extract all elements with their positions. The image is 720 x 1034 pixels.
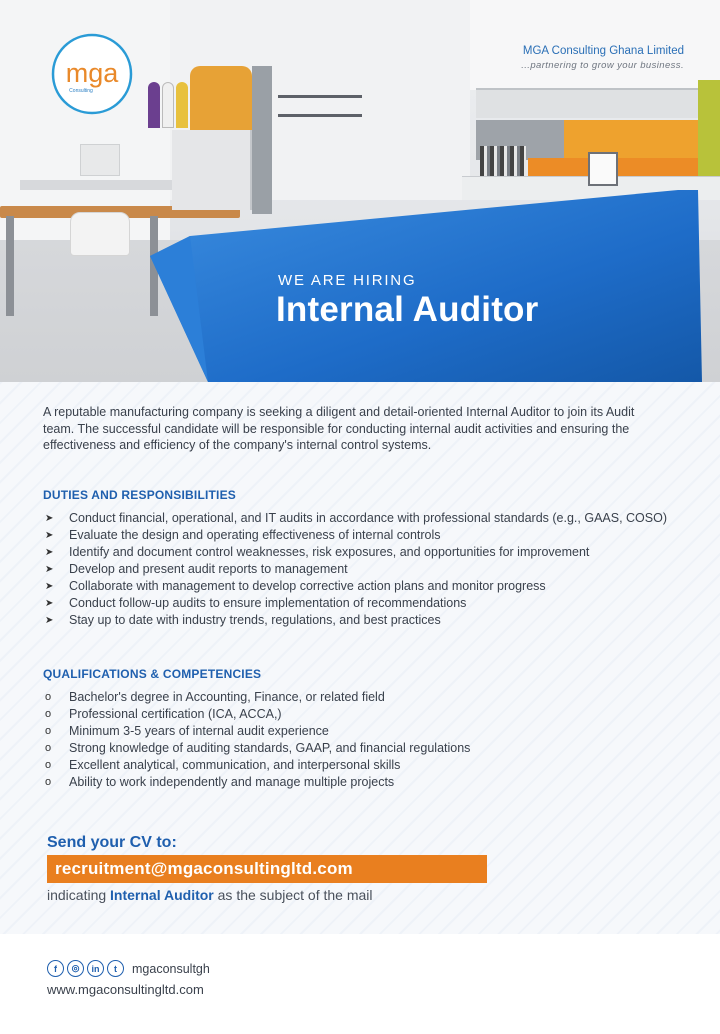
list-item: [43, 510, 683, 527]
list-item: [43, 544, 683, 561]
email-highlight[interactable]: [47, 855, 487, 883]
list-item: [43, 740, 683, 757]
arrow-bullet-icon: ➤: [45, 615, 54, 626]
facebook-icon[interactable]: f: [47, 960, 64, 977]
duties-heading: DUTIES AND RESPONSIBILITIES: [43, 488, 236, 502]
twitter-icon[interactable]: t: [107, 960, 124, 977]
orange-panel: [190, 66, 252, 130]
list-item-text: Identify and document control weaknesses, risk exposures, and opportunities for improvement: [69, 545, 590, 559]
list-item: [43, 527, 683, 544]
footer: [0, 934, 720, 1034]
arrow-bullet-icon: ➤: [45, 530, 54, 541]
duties-list: [43, 510, 683, 629]
company-logo: [50, 32, 134, 116]
list-item: [43, 578, 683, 595]
arrow-bullet-icon: ➤: [45, 581, 54, 592]
arrow-bullet-icon: ➤: [45, 513, 54, 524]
subject-role: Internal Auditor: [110, 887, 214, 903]
list-item-text: Stay up to date with industry trends, regulations, and best practices: [69, 613, 441, 627]
company-tagline: ...partnering to grow your business.: [521, 60, 684, 71]
list-item: [43, 706, 683, 723]
picture-frame: [588, 152, 618, 186]
list-item: [43, 774, 683, 791]
arrow-bullet-icon: ➤: [45, 547, 54, 558]
recruitment-email-link[interactable]: recruitment@mgaconsultingltd.com: [55, 859, 353, 878]
arrow-bullet-icon: ➤: [45, 598, 54, 609]
list-item: [43, 723, 683, 740]
binder: [162, 82, 174, 128]
website-link[interactable]: www.mgaconsultingltd.com: [47, 982, 204, 997]
circle-bullet-icon: o: [45, 708, 52, 720]
list-item-text: Bachelor's degree in Accounting, Finance, or related field: [69, 690, 385, 704]
circle-bullet-icon: o: [45, 776, 52, 788]
list-item-text: Excellent analytical, communication, and interpersonal skills: [69, 758, 401, 772]
blue-banner-shape: [150, 190, 720, 382]
qualifications-list: [43, 689, 683, 791]
list-item: [43, 689, 683, 706]
linkedin-icon[interactable]: in: [87, 960, 104, 977]
books: [480, 146, 526, 176]
list-item-text: Conduct follow-up audits to ensure implementation of recommendations: [69, 596, 467, 610]
social-links: [47, 960, 210, 977]
list-item-text: Professional certification (ICA, ACCA,): [69, 707, 282, 721]
circle-bullet-icon: o: [45, 742, 52, 754]
svg-text:Consulting: Consulting: [69, 88, 93, 94]
list-item-text: Ability to work independently and manage multiple projects: [69, 775, 395, 789]
desk-leg: [6, 216, 14, 316]
hero-banner: [0, 0, 720, 382]
binder: [148, 82, 160, 128]
send-cv-label: Send your CV to:: [47, 834, 177, 851]
office-chair: [70, 212, 130, 256]
arrow-bullet-icon: ➤: [45, 564, 54, 575]
list-item-text: Minimum 3-5 years of internal audit experience: [69, 724, 329, 738]
instagram-icon[interactable]: ◎: [67, 960, 84, 977]
job-title: Internal Auditor: [276, 290, 539, 329]
list-item: [43, 561, 683, 578]
subject-suffix: as the subject of the mail: [213, 887, 373, 903]
qualifications-heading: QUALIFICATIONS & COMPETENCIES: [43, 667, 262, 681]
list-item-text: Evaluate the design and operating effectiveness of internal controls: [69, 528, 441, 542]
list-item: [43, 612, 683, 629]
cabinet-panel-orange: [564, 120, 698, 160]
subject-instruction: [47, 887, 373, 903]
company-name: MGA Consulting Ghana Limited: [522, 45, 684, 57]
list-item-text: Strong knowledge of auditing standards, GAAP, and financial regulations: [69, 741, 471, 755]
svg-text:mga: mga: [65, 58, 119, 88]
circle-bullet-icon: o: [45, 691, 52, 703]
list-item-text: Collaborate with management to develop corrective action plans and monitor progress: [69, 579, 546, 593]
social-handle[interactable]: mgaconsultgh: [132, 961, 210, 976]
wall-shelf: [278, 95, 362, 98]
hiring-label: WE ARE HIRING: [278, 272, 417, 289]
subject-prefix: indicating: [47, 887, 111, 903]
job-description: [0, 382, 720, 934]
storage-cabinet: [476, 88, 720, 118]
office-monitor: [80, 144, 120, 176]
circle-bullet-icon: o: [45, 725, 52, 737]
list-item-text: Conduct financial, operational, and IT audits in accordance with professional standards (e.g., GAAS, COSO): [69, 511, 668, 525]
list-item: [43, 757, 683, 774]
list-item: [43, 595, 683, 612]
wall-shelf: [278, 114, 362, 117]
intro-paragraph: A reputable manufacturing company is seeking a diligent and detail-oriented Internal Auditor to join its Audit team. The successful candidate will be responsible for conducting internal audit activities and ensuring the effectiveness and efficiency of the company's internal control systems.: [43, 405, 635, 452]
circle-bullet-icon: o: [45, 759, 52, 771]
list-item-text: Develop and present audit reports to management: [69, 562, 348, 576]
binder: [176, 82, 188, 128]
